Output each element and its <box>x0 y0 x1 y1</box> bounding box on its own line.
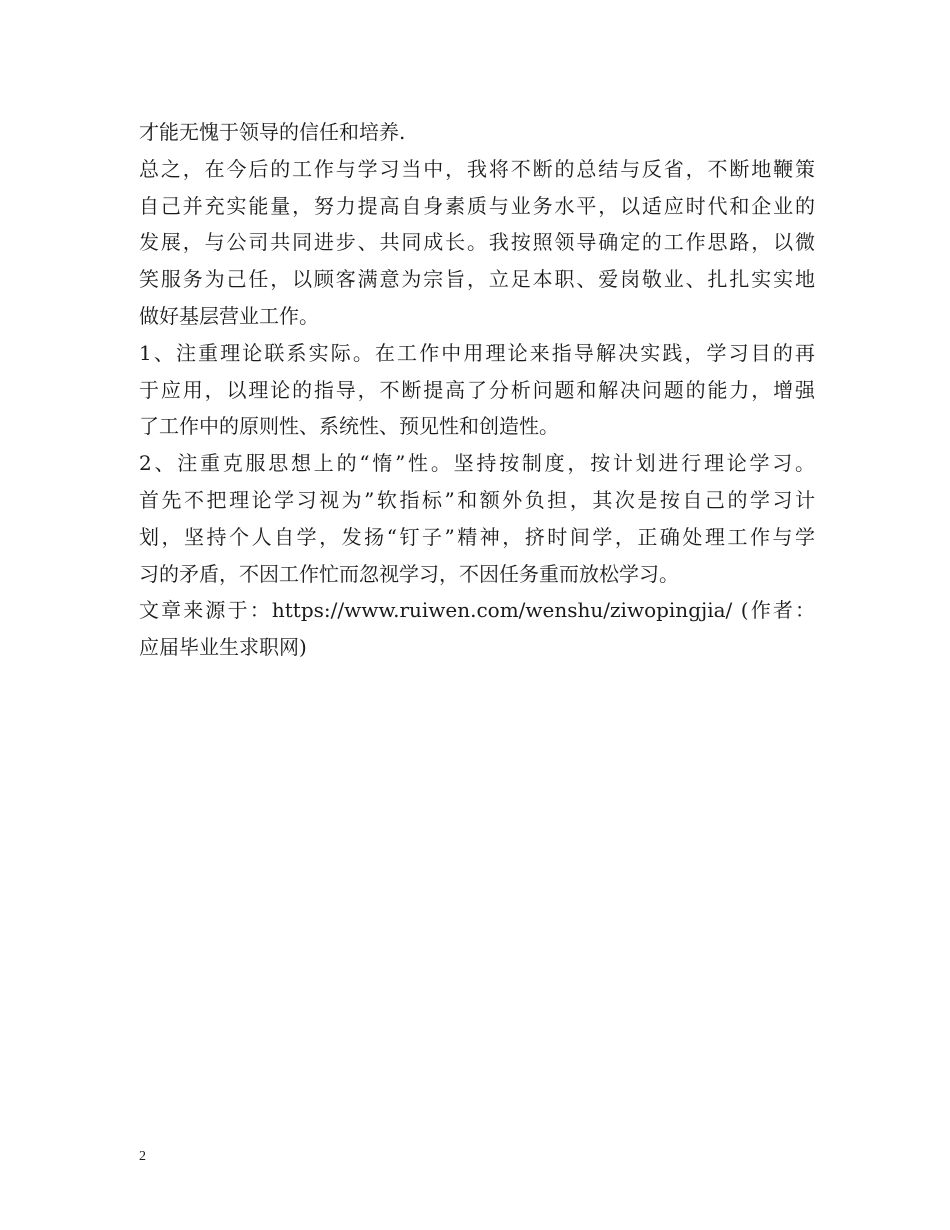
text-line: 笑服务为己任，以顾客满意为宗旨，立足本职、爱岗敬业、扎扎实实地 <box>139 267 815 292</box>
text-line: 2、注重克服思想上的“惰”性。坚持按制度，按计划进行理论学习。 <box>139 451 815 476</box>
page-number: 2 <box>139 1149 146 1164</box>
text-line: 于应用，以理论的指导，不断提高了分析问题和解决问题的能力，增强 <box>139 377 815 402</box>
text-line: 1、注重理论联系实际。在工作中用理论来指导解决实践，学习目的再 <box>139 340 815 365</box>
source-line: 文章来源于：https://www.ruiwen.com/wenshu/ziwopingjia/ (作者： <box>139 598 815 623</box>
text-line: 划，坚持个人自学，发扬“钉子”精神，挤时间学，正确处理工作与学 <box>139 524 815 549</box>
text-line: 了工作中的原则性、系统性、预见性和创造性。 <box>139 414 559 439</box>
text-line: 做好基层营业工作。 <box>139 303 319 328</box>
body-text <box>139 114 815 666</box>
text-line: 首先不把理论学习视为”软指标”和额外负担，其次是按自己的学习计 <box>139 487 815 512</box>
source-line: 应届毕业生求职网) <box>139 635 307 660</box>
text-line: 自己并充实能量，努力提高自身素质与业务水平，以适应时代和企业的 <box>139 193 815 218</box>
text-line: 发展，与公司共同进步、共同成长。我按照领导确定的工作思路，以微 <box>139 230 815 255</box>
text-line: 习的矛盾，不因工作忙而忽视学习，不因任务重而放松学习。 <box>139 561 679 586</box>
text-line: 才能无愧于领导的信任和培养. <box>139 120 406 144</box>
text-line: 总之，在今后的工作与学习当中，我将不断的总结与反省，不断地鞭策 <box>139 156 815 181</box>
